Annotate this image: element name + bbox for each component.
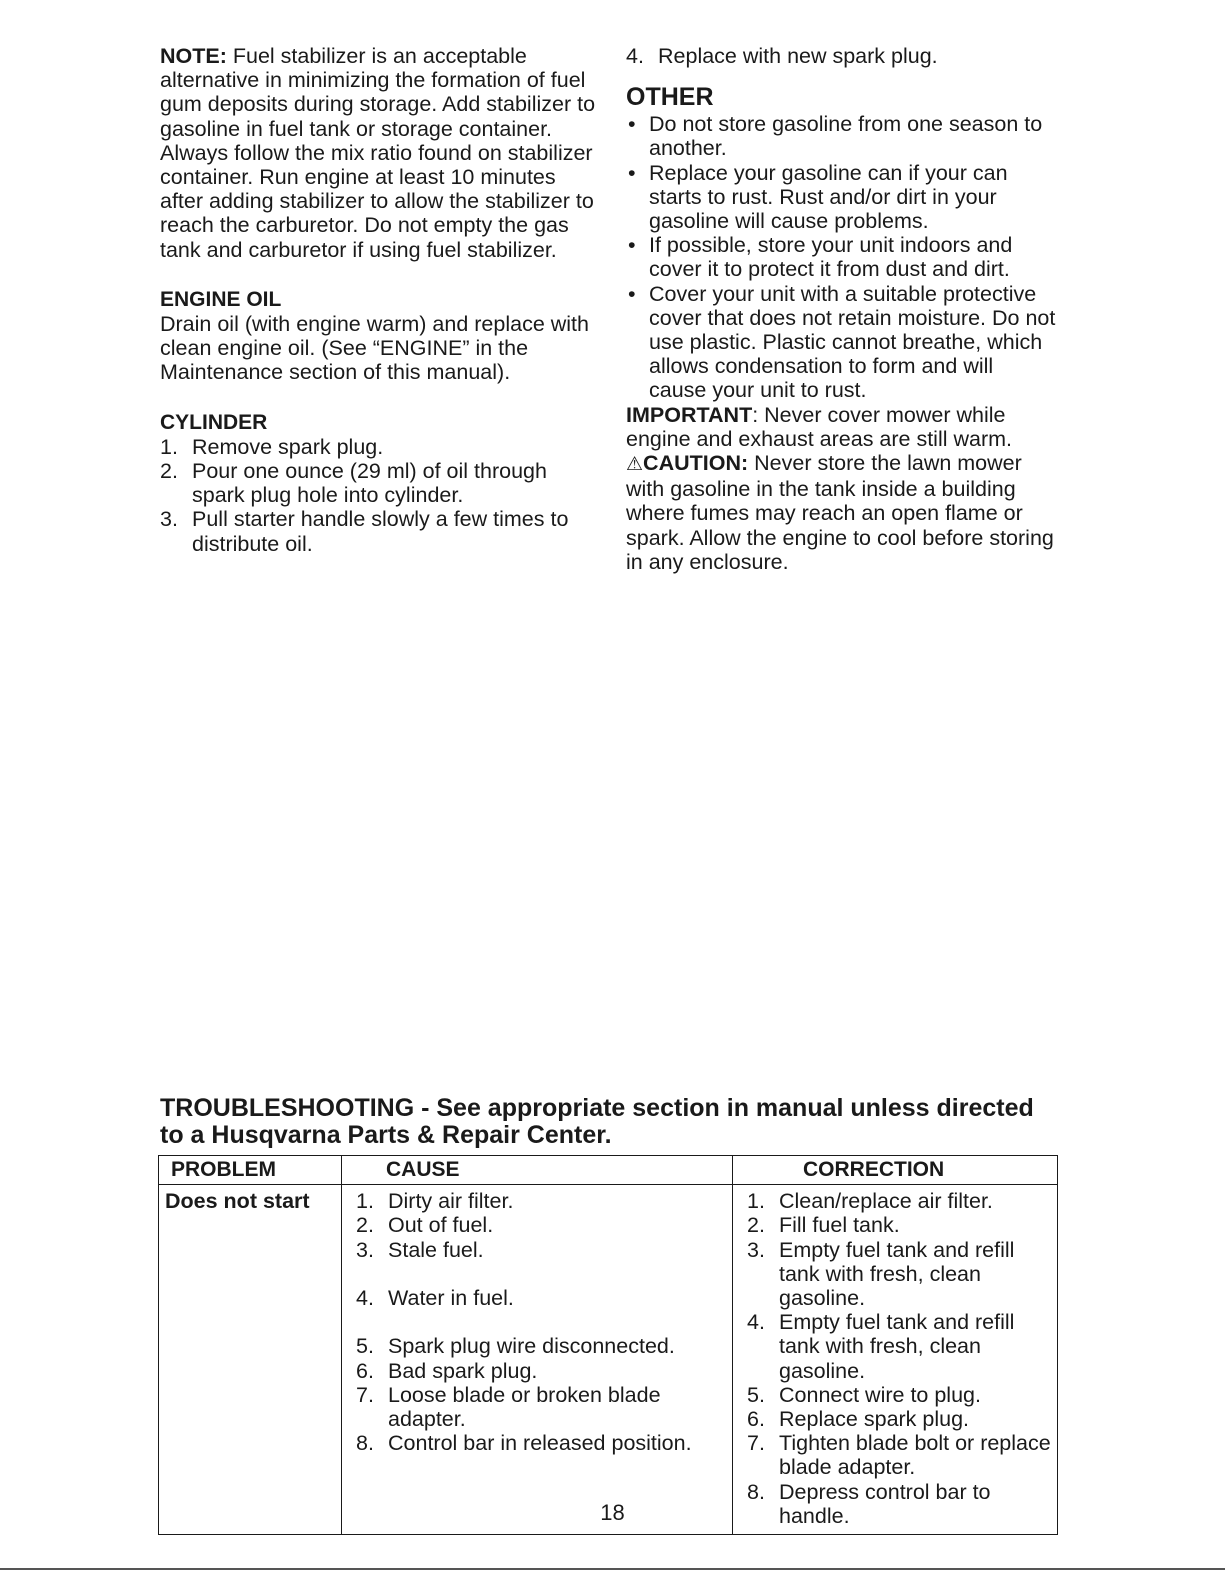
troubleshooting-title: TROUBLESHOOTING - See appropriate section in manual unless directed to a Husqvarna Parts & Repair Center. [160,1094,1034,1149]
list-item: 6. Bad spark plug. [356,1358,538,1383]
right-column [626,44,1056,574]
problem-cell: Does not start [159,1185,342,1535]
list-item: 6. Replace spark plug. [747,1407,970,1432]
page-bottom-rule [0,1568,1225,1570]
page-number: 18 [600,1500,625,1525]
header-cause: CAUSE [342,1156,733,1185]
engine-oil-text: Drain oil (with engine warm) and replace with clean engine oil. (See “ENGINE” in the Maintenance section of this manual). [160,312,589,385]
list-item: 3. Pull starter handle slowly a few times to distribute oil. [160,507,569,556]
fuel-stabilizer-note [160,44,600,262]
header-correction: CORRECTION [733,1156,1058,1185]
engine-oil-heading: ENGINE OIL [160,287,282,311]
list-item: 8. Control bar in released position. [356,1431,692,1456]
list-item: 8. Depress control bar to handle. [747,1479,991,1528]
list-item: • If possible, store your unit indoors and cover it to protect it from dust and dirt. [628,233,1013,282]
list-item: • Cover your unit with a suitable protective cover that does not retain moisture. Do not use plastic. Plastic cannot breathe, which allows condensation to form and will cause your unit to rust. [628,281,1056,403]
list-item: 4. Water in fuel. [356,1286,514,1310]
list-item: 3. Stale fuel. [356,1237,484,1262]
other-list [626,112,1056,402]
list-item: • Do not store gasoline from one season to another. [628,112,1043,161]
list-item: • Replace your gasoline can if your can starts to rust. Rust and/or dirt in your gasoline will cause problems. [628,160,1008,234]
header-problem: PROBLEM [159,1156,342,1185]
cylinder-heading: CYLINDER [160,410,268,434]
list-item: 2. Pour one ounce (29 ml) of oil through spark plug hole into cylinder. [160,459,547,508]
important-label: IMPORTANT [626,402,753,427]
caution-note: ⚠CAUTION: Never store the lawn mower with gasoline in the tank inside a building where fumes may reach an open flame or spark. Allow the engine to cool before storing in any enclosure. [626,451,1054,574]
list-item: 5. Spark plug wire disconnected. [356,1334,675,1359]
caution-label: CAUTION: [643,451,749,476]
list-item: 4. Empty fuel tank and refill tank with fresh, clean gasoline. [747,1310,1015,1383]
list-item: 7. Tighten blade bolt or replace blade adapter. [747,1431,1051,1480]
cylinder-steps-continued [626,44,1056,68]
important-note: IMPORTANT: Never cover mower while engine and exhaust areas are still warm. [626,402,1013,451]
warning-triangle-icon: ⚠ [626,454,644,476]
note-text: Fuel stabilizer is an acceptable alternative in minimizing the formation of fuel gum deposits during storage. Add stabilizer to gasoline in fuel tank or storage container. Always follow the mix ratio found on stabilizer container. Run engine at least 10 minutes after adding stabilizer to allow the stabilizer to reach the carburetor. Do not empty the gas tank and carburetor if using fuel stabilizer. [160,44,596,262]
troubleshooting-table [158,1155,1058,1535]
left-column [160,44,600,556]
other-heading: OTHER [626,83,714,112]
table-header-row [159,1156,1058,1185]
correction-cell [733,1185,1058,1535]
list-item: 4. Replace with new spark plug. [626,44,938,68]
list-item: 1. Clean/replace air filter. [747,1189,993,1214]
list-item: 1. Remove spark plug. [160,434,384,459]
list-item: 3. Empty fuel tank and refill tank with fresh, clean gasoline. [747,1237,1015,1311]
list-item: 7. Loose blade or broken blade adapter. [356,1382,661,1431]
table-row [159,1185,1058,1535]
note-label: NOTE: [160,44,227,68]
list-item: 2. Fill fuel tank. [747,1213,900,1238]
cylinder-steps [160,435,600,556]
cause-cell [342,1185,733,1535]
list-item: 5. Connect wire to plug. [747,1382,981,1407]
list-item: 2. Out of fuel. [356,1213,494,1238]
list-item: 1. Dirty air filter. [356,1189,514,1214]
